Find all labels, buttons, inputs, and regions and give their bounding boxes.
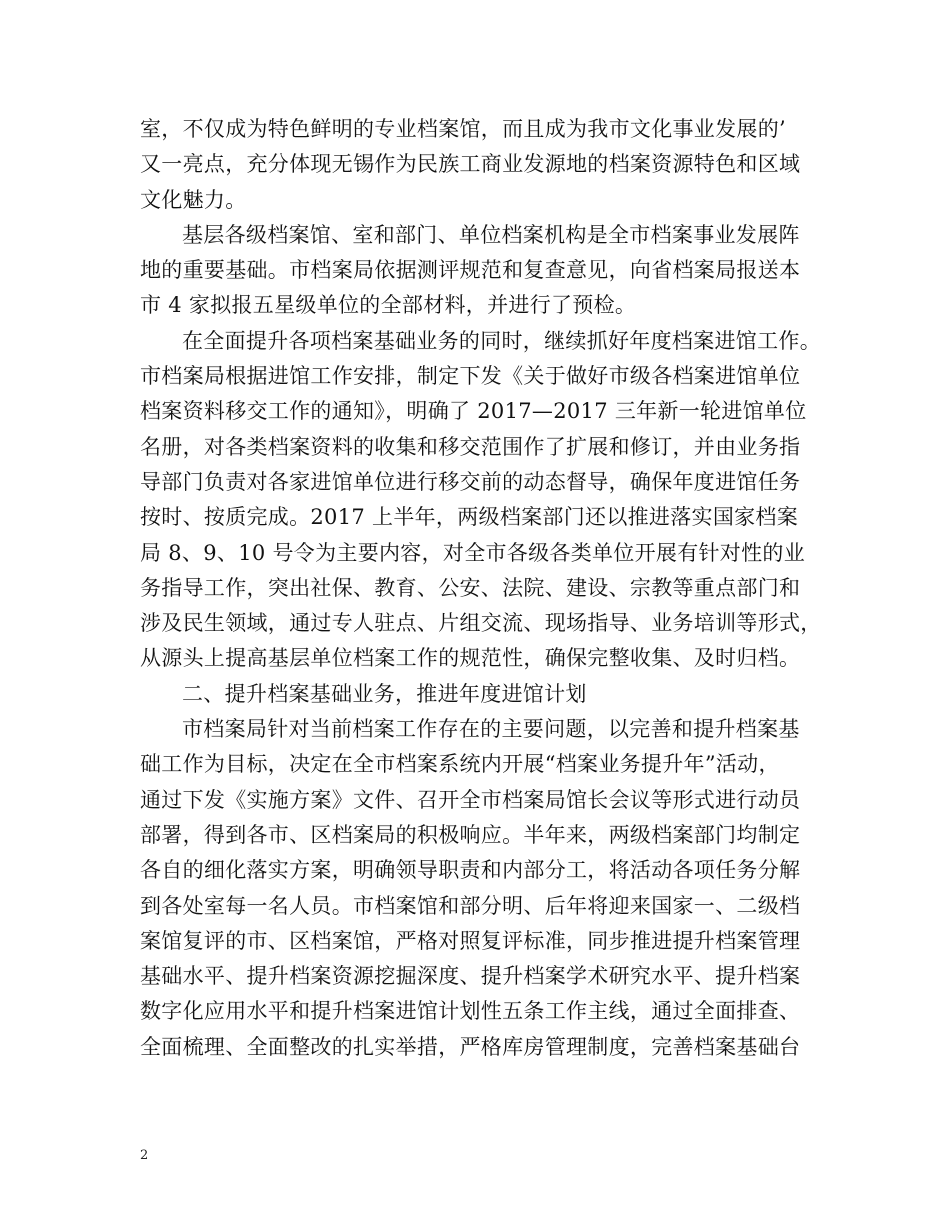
paragraph-first-line: 市档案局针对当前档案工作存在的主要问题，以完善和提升档案基 [182, 717, 800, 742]
text-line: 又一亮点，充分体现无锡作为民族工商业发源地的档案资源特色和区域 [140, 152, 801, 177]
document-body [140, 112, 820, 1065]
paragraph-first-line: 在全面提升各项档案基础业务的同时，继续抓好年度档案进馆工作。 [182, 328, 821, 353]
text-line: 名册，对各类档案资料的收集和移交范围作了扩展和修订，并由业务指 [140, 434, 801, 459]
page-number: 2 [140, 1148, 149, 1163]
paragraph-first-line: 二、提升档案基础业务，推进年度进馆计划 [182, 681, 587, 706]
text-line: 市档案局根据进馆工作安排，制定下发《关于做好市级各档案进馆单位 [140, 364, 801, 389]
text-line: 局 8、9、10 号令为主要内容，对全市各级各类单位开展有针对性的业 [140, 540, 805, 565]
text-line: 数字化应用水平和提升档案进馆计划性五条工作主线，通过全面排查、 [140, 999, 801, 1024]
text-line: 务指导工作，突出社保、教育、公安、法院、建设、宗教等重点部门和 [140, 575, 801, 600]
text-line: 文化魅力。 [140, 187, 247, 212]
text-line: 档案资料移交工作的通知》，明确了 2017—2017 三年新一轮进馆单位 [140, 399, 807, 424]
text-line: 室，不仅成为特色鲜明的专业档案馆，而且成为我市文化事业发展的’ [140, 117, 786, 141]
text-line: 全面梳理、全面整改的扎实举措，严格库房管理制度，完善档案基础台 [140, 1034, 801, 1059]
text-line: 基础水平、提升档案资源挖掘深度、提升档案学术研究水平、提升档案 [140, 964, 801, 989]
text-line: 通过下发《实施方案》文件、召开全市档案局馆长会议等形式进行动员 [140, 787, 801, 812]
text-line: 各自的细化落实方案，明确领导职责和内部分工，将活动各项任务分解 [140, 858, 801, 883]
text-line: 础工作为目标，决定在全市档案系统内开展“档案业务提升年”活动， [140, 752, 780, 777]
text-line: 到各处室每一名人员。市档案馆和部分明、后年将迎来国家一、二级档 [140, 893, 801, 918]
text-line: 导部门负责对各家进馆单位进行移交前的动态督导，确保年度进馆任务 [140, 469, 801, 494]
text-line: 部署，得到各市、区档案局的积极响应。半年来，两级档案部门均制定 [140, 822, 801, 847]
text-line: 市 4 家拟报五星级单位的全部材料，并进行了预检。 [140, 293, 637, 318]
text-line: 地的重要基础。市档案局依据测评规范和复查意见，向省档案局报送本 [140, 258, 801, 283]
paragraph-first-line: 基层各级档案馆、室和部门、单位档案机构是全市档案事业发展阵 [182, 222, 800, 247]
text-line: 案馆复评的市、区档案馆，严格对照复评标准，同步推进提升档案管理 [140, 928, 801, 953]
text-line: 从源头上提高基层单位档案工作的规范性，确保完整收集、及时归档。 [140, 646, 801, 671]
text-line: 涉及民生领域，通过专人驻点、片组交流、现场指导、业务培训等形式， [140, 611, 822, 636]
text-line: 按时、按质完成。2017 上半年，两级档案部门还以推进落实国家档案 [140, 505, 799, 530]
